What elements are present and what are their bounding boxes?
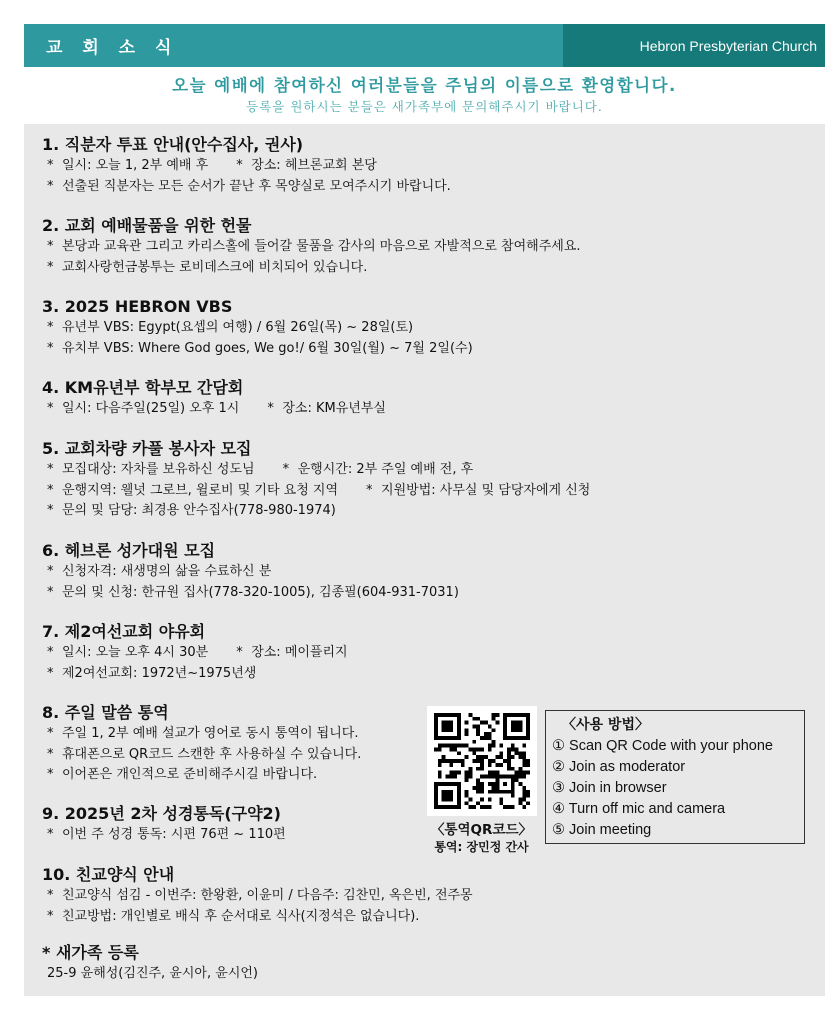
section-line xyxy=(42,583,459,604)
bullet-star: * xyxy=(267,401,274,416)
usage-step: ⑤ Join meeting xyxy=(552,822,652,838)
welcome-line-2: 등록을 원하시는 분들은 새가족부에 문의해주시기 바랍니다. xyxy=(246,99,603,114)
usage-step: ② Join as moderator xyxy=(552,759,686,775)
section-line xyxy=(42,481,590,502)
new-family-section xyxy=(42,942,258,985)
welcome-line-1: 오늘 예배에 참여하신 여러분들을 주님의 이름으로 환영합니다. xyxy=(172,76,677,95)
line-text: 운행시간: 2부 주일 예배 전, 후 xyxy=(297,462,474,477)
line-text: 문의 및 담당: 최경용 안수집사(778-980-1974) xyxy=(62,503,336,518)
church-name: Hebron Presbyterian Church xyxy=(563,24,825,67)
welcome-message xyxy=(24,74,825,116)
line-text: 지원방법: 사무실 및 담당자에게 신청 xyxy=(381,482,591,498)
bullet-star: * xyxy=(47,908,54,924)
bullet-star: * xyxy=(236,158,243,173)
line-text: 친교방법: 개인별로 배식 후 순서대로 식사(지정석은 없습니다). xyxy=(62,908,420,924)
announcement-section xyxy=(42,215,581,278)
bullet-star: * xyxy=(47,746,54,762)
section-title: 9. 2025년 2차 성경통독(구약2) xyxy=(42,804,281,823)
line-text: 주일 1, 2부 예배 설교가 영어로 동시 통역이 됩니다. xyxy=(62,726,359,741)
line-text: 장소: KM유년부실 xyxy=(282,401,386,416)
bullet-star: * xyxy=(47,767,54,782)
line-text: 일시: 오늘 오후 4시 30분 xyxy=(62,645,209,660)
section-line xyxy=(42,825,286,846)
qr-caption: 〈통역QR코드〉 xyxy=(430,822,533,838)
line-text: 제2여선교회: 1972년~1975년생 xyxy=(62,665,257,681)
bullet-star: * xyxy=(47,482,54,498)
line-text: 문의 및 신청: 한규원 집사(778-320-1005), 김종필(604-931-7031) xyxy=(62,584,459,600)
bullet-star: * xyxy=(47,320,54,335)
page-title: 교 회 소 식 xyxy=(24,24,563,67)
line-text: 신청자격: 새생명의 삶을 수료하신 분 xyxy=(62,564,272,579)
line-text: 일시: 다음주일(25일) 오후 1시 xyxy=(62,401,240,416)
section-line xyxy=(42,724,361,745)
section-line xyxy=(42,765,361,786)
new-family-title: * 새가족 등록 xyxy=(42,943,139,962)
section-title: 10. 친교양식 안내 xyxy=(42,865,175,884)
line-text: 모집대상: 자차를 보유하신 성도님 xyxy=(62,462,255,477)
bullet-star: * xyxy=(47,158,54,173)
bullet-star: * xyxy=(47,340,54,356)
bullet-star: * xyxy=(47,564,54,579)
section-line xyxy=(42,907,473,928)
section-line xyxy=(42,886,473,907)
announcement-section xyxy=(42,134,451,197)
header-banner xyxy=(24,24,825,67)
bullet-star: * xyxy=(47,665,54,681)
section-title: 4. KM유년부 학부모 간담회 xyxy=(42,378,244,397)
section-title: 7. 제2여선교회 야유회 xyxy=(42,622,206,641)
section-line xyxy=(42,664,348,685)
bullet-star: * xyxy=(47,259,54,275)
line-text: 이번 주 성경 통독: 시편 76편 ~ 110편 xyxy=(62,827,286,842)
line-text: 이어폰은 개인적으로 준비해주시길 바랍니다. xyxy=(62,767,318,782)
section-title: 1. 직분자 투표 안내(안수집사, 권사) xyxy=(42,135,304,154)
line-text: 교회사랑헌금봉투는 로비데스크에 비치되어 있습니다. xyxy=(62,259,368,275)
section-line xyxy=(42,237,581,258)
section-line xyxy=(42,460,590,481)
section-line xyxy=(42,399,386,420)
qr-interpreter: 통역: 장민정 간사 xyxy=(434,840,529,854)
usage-step: ① Scan QR Code with your phone xyxy=(552,738,773,754)
section-line xyxy=(42,339,473,360)
section-title: 3. 2025 HEBRON VBS xyxy=(42,297,233,316)
usage-step: ③ Join in browser xyxy=(552,780,667,796)
announcement-section xyxy=(42,621,348,684)
bullet-star: * xyxy=(47,888,54,903)
announcement-section xyxy=(42,540,459,603)
section-title: 2. 교회 예배물품을 위한 헌물 xyxy=(42,216,252,235)
announcement-section xyxy=(42,438,590,522)
section-title: 6. 헤브론 성가대원 모집 xyxy=(42,541,216,560)
qr-block xyxy=(425,706,538,855)
section-title: 8. 주일 말씀 통역 xyxy=(42,703,169,722)
announcement-section xyxy=(42,377,386,420)
bullet-star: * xyxy=(47,401,54,416)
line-text: 선출된 직분자는 모든 순서가 끝난 후 목양실로 모여주시기 바랍니다. xyxy=(62,178,451,194)
section-line xyxy=(42,562,459,583)
line-text: 일시: 오늘 1, 2부 예배 후 xyxy=(62,158,209,173)
line-text: 운행지역: 웰넛 그로브, 윌로비 및 기타 요청 지역 xyxy=(62,482,339,498)
announcement-section xyxy=(42,803,286,846)
bullet-star: * xyxy=(47,827,54,842)
announcement-section xyxy=(42,702,361,786)
bullet-star: * xyxy=(47,239,54,254)
usage-title: 〈사용 방법〉 xyxy=(562,717,649,733)
section-line xyxy=(42,745,361,766)
bullet-star: * xyxy=(47,178,54,194)
section-line xyxy=(42,318,473,339)
bullet-star: * xyxy=(47,645,54,660)
announcement-section xyxy=(42,296,473,359)
usage-instructions-box xyxy=(545,710,805,844)
line-text: 친교양식 섬김 - 이번주: 한왕환, 이윤미 / 다음주: 김찬민, 옥은빈, 전주몽 xyxy=(62,888,473,903)
section-line xyxy=(42,177,451,198)
section-line xyxy=(42,156,451,177)
bullet-star: * xyxy=(282,462,290,477)
section-title: 5. 교회차량 카풀 봉사자 모집 xyxy=(42,439,252,458)
announcement-section xyxy=(42,864,473,927)
qr-code-icon[interactable] xyxy=(427,706,537,816)
line-text: 장소: 메이플리지 xyxy=(251,645,348,660)
section-line xyxy=(42,258,581,279)
line-text: 장소: 헤브론교회 본당 xyxy=(251,158,377,173)
line-text: 본당과 교육관 그리고 카리스홀에 들어갈 물품을 감사의 마음으로 자발적으로 참여해주세요. xyxy=(62,239,581,254)
bullet-star: * xyxy=(47,584,54,600)
new-family-entry: 25-9 윤해성(김진주, 윤시아, 윤시언) xyxy=(47,966,259,981)
bullet-star: * xyxy=(236,645,243,660)
usage-step: ④ Turn off mic and camera xyxy=(552,801,726,817)
section-line xyxy=(42,501,590,522)
line-text: 휴대폰으로 QR코드 스캔한 후 사용하실 수 있습니다. xyxy=(62,746,362,762)
bullet-star: * xyxy=(47,462,54,477)
line-text: 유년부 VBS: Egypt(요셉의 여행) / 6월 26일(목) ~ 28일(토) xyxy=(62,320,414,335)
bullet-star: * xyxy=(366,482,373,498)
bullet-star: * xyxy=(47,503,54,518)
section-line xyxy=(42,643,348,664)
line-text: 유치부 VBS: Where God goes, We go!/ 6월 30일(월) ~ 7월 2일(수) xyxy=(62,340,473,356)
bullet-star: * xyxy=(47,726,54,741)
